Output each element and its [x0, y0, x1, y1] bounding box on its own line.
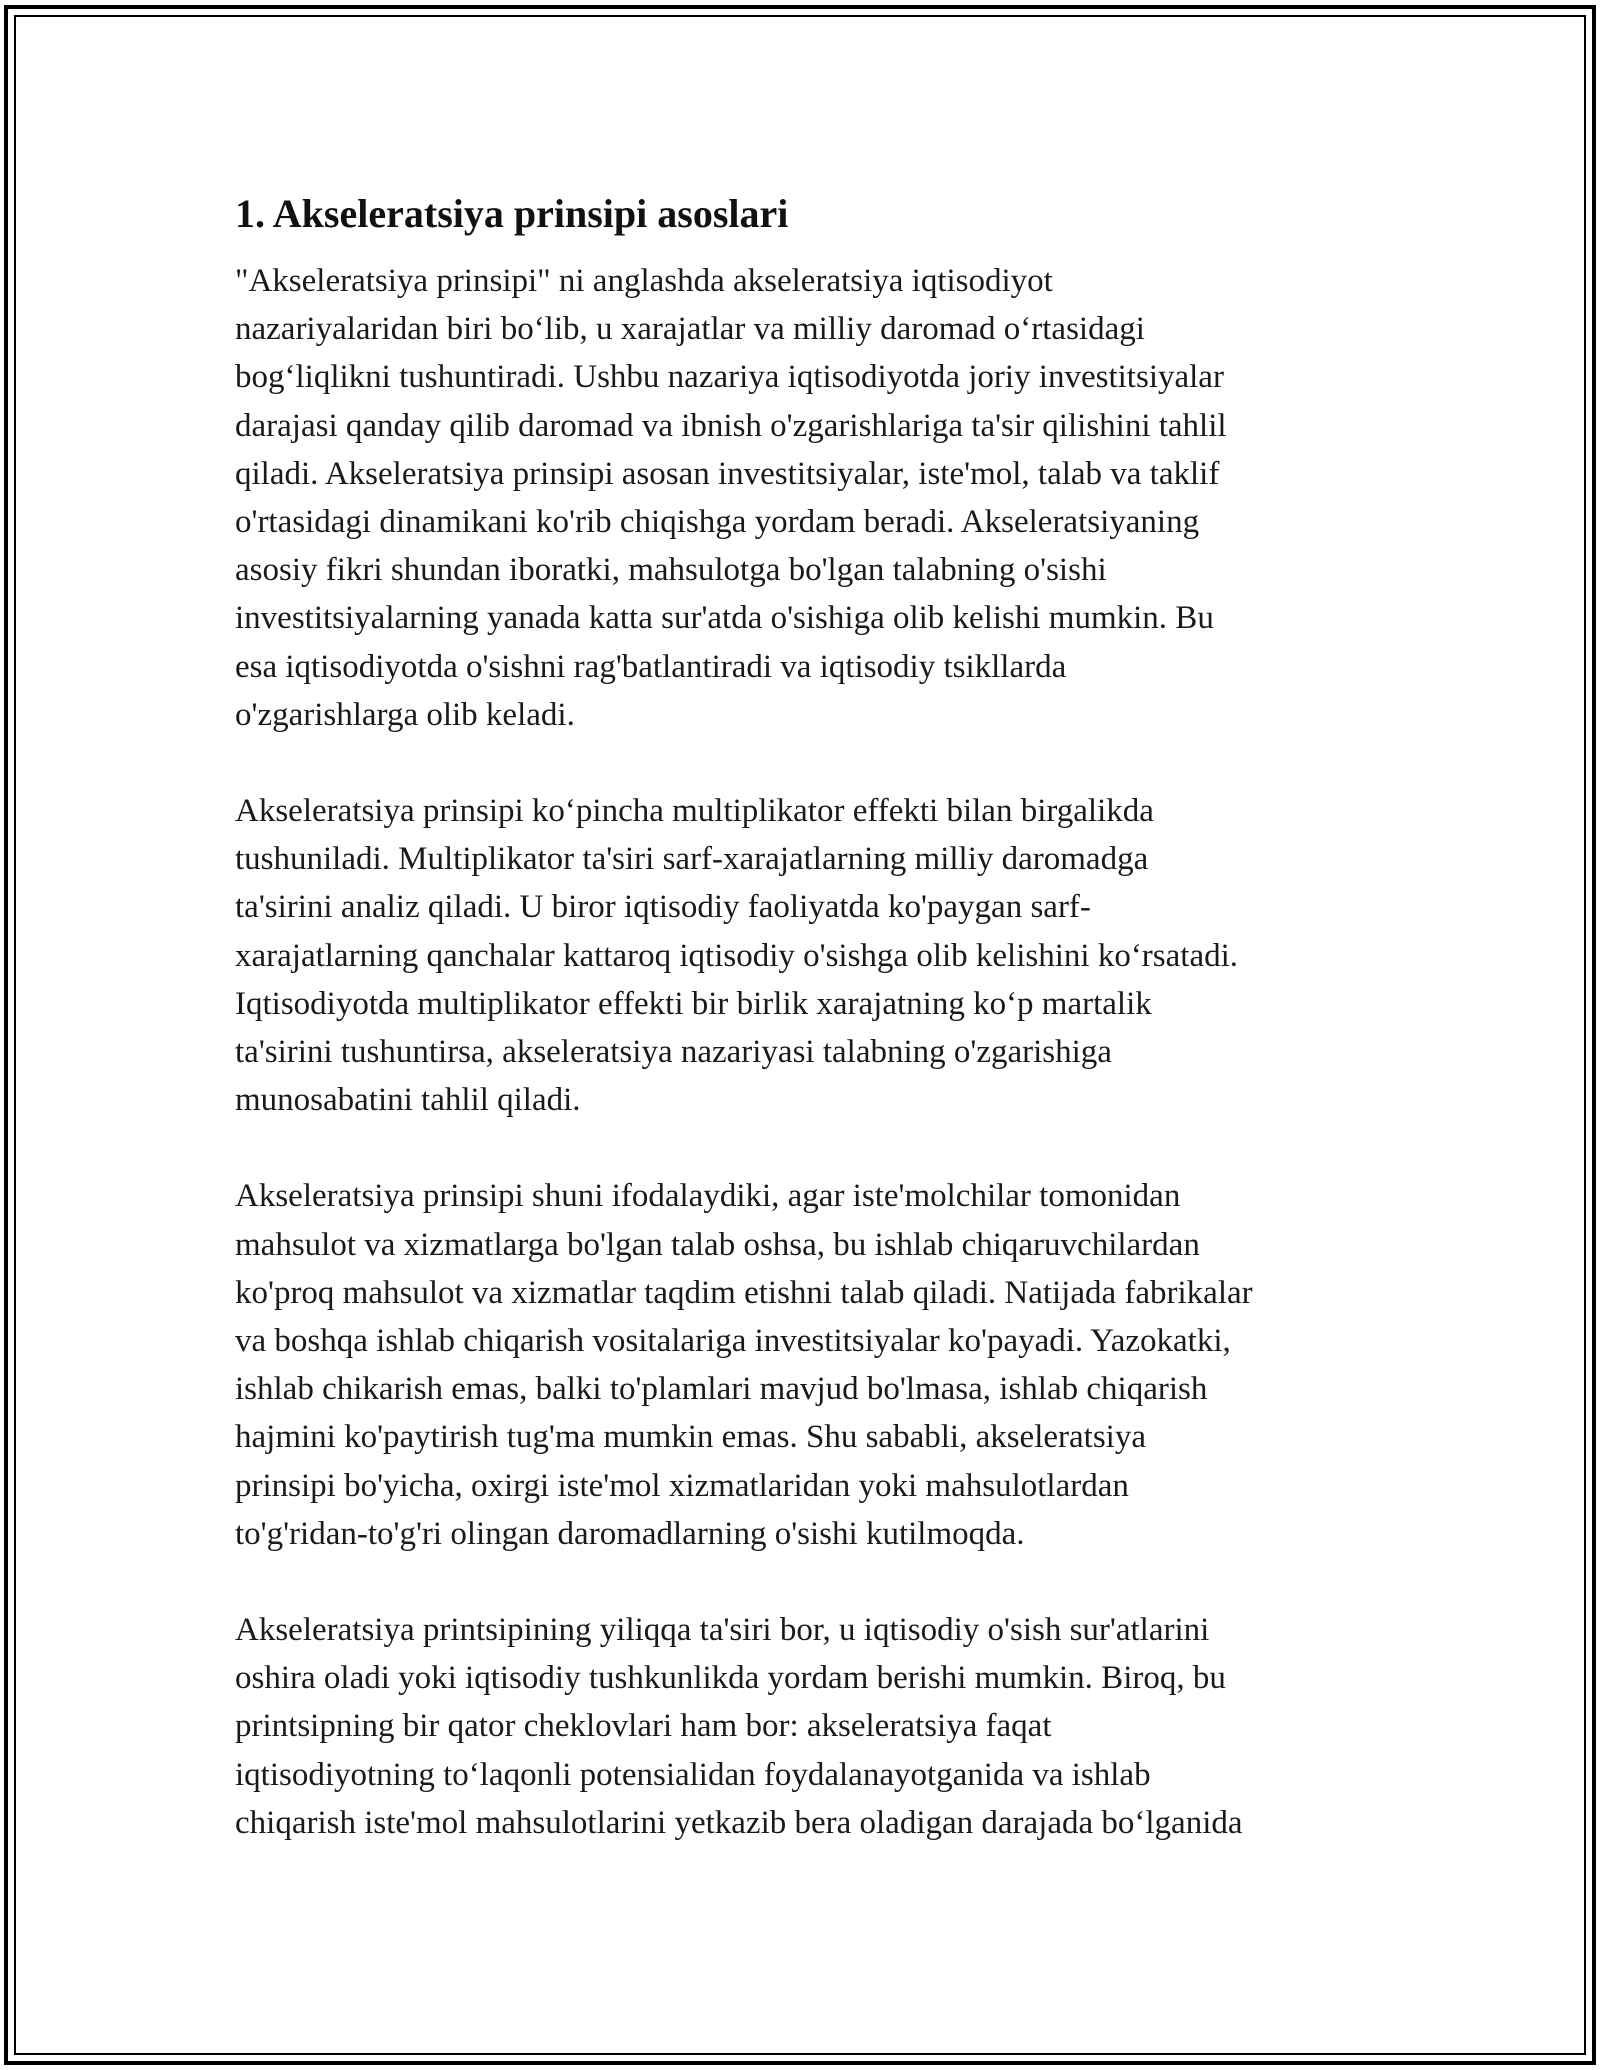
paragraph-line: munosabatini tahlil qiladi. — [235, 1082, 581, 1119]
section-heading: 1. Akseleratsiya prinsipi asoslari — [235, 191, 789, 236]
paragraph-line: ko'proq mahsulot va xizmatlar taqdim etishni talab qiladi. Natijada fabrikalar — [235, 1274, 1253, 1311]
paragraph-line: Akseleratsiya prinsipi shuni ifodalaydiki, agar iste'molchilar tomonidan — [235, 1178, 1181, 1215]
paragraph-line: hajmini ko'paytirish tug'ma mumkin emas. Shu sababli, akseleratsiya — [235, 1419, 1146, 1456]
paragraph-line: asosiy fikri shundan iboratki, mahsulotga bo'lgan talabning o'sishi — [235, 552, 1107, 589]
paragraph-line: Iqtisodiyotda multiplikator effekti bir birlik xarajatning ko‘p martalik — [235, 985, 1152, 1022]
paragraph-line: Akseleratsiya prinsipi ko‘pincha multiplikator effekti bilan birgalikda — [235, 793, 1154, 830]
paragraph-1 — [235, 257, 1375, 739]
paragraph-line: nazariyalaridan biri bo‘lib, u xarajatlar va milliy daromad o‘rtasidagi — [235, 311, 1145, 348]
paragraph-line: esa iqtisodiyotda o'sishni rag'batlantiradi va iqtisodiy tsikllarda — [235, 648, 1067, 685]
paragraph-line: oshira oladi yoki iqtisodiy tushkunlikda yordam berishi mumkin. Biroq, bu — [235, 1660, 1226, 1697]
paragraph-line: darajasi qanday qilib daromad va ibnish o'zgarishlariga ta'sir qilishini tahlil — [235, 407, 1227, 444]
paragraph-line: xarajatlarning qanchalar kattaroq iqtisodiy o'sishga olib kelishini ko‘rsatadi. — [235, 937, 1239, 974]
paragraph-line: qiladi. Akseleratsiya prinsipi asosan investitsiyalar, iste'mol, talab va taklif — [235, 455, 1220, 492]
paragraph-2 — [235, 787, 1375, 1124]
document-body — [235, 188, 1375, 1895]
paragraph-line: investitsiyalarning yanada katta sur'atda o'sishiga olib kelishi mumkin. Bu — [235, 600, 1214, 637]
paragraph-line: ta'sirini analiz qiladi. U biror iqtisodiy faoliyatda ko'paygan sarf- — [235, 889, 1091, 926]
paragraph-line: tushuniladi. Multiplikator ta'siri sarf-xarajatlarning milliy daromadga — [235, 841, 1149, 878]
paragraph-line: iqtisodiyotning to‘laqonli potensialidan foydalanayotganida va ishlab — [235, 1756, 1151, 1793]
paragraph-line: va boshqa ishlab chiqarish vositalariga investitsiyalar ko'payadi. Yazokatki, — [235, 1323, 1231, 1360]
paragraph-line: o'zgarishlarga olib keladi. — [235, 696, 575, 733]
paragraph-4 — [235, 1606, 1375, 1847]
paragraph-3 — [235, 1172, 1375, 1558]
paragraph-line: bog‘liqlikni tushuntiradi. Ushbu nazariya iqtisodiyotda joriy investitsiyalar — [235, 359, 1224, 396]
paragraph-line: to'g'ridan-to'g'ri olingan daromadlarning o'sishi kutilmoqda. — [235, 1515, 1025, 1552]
paragraph-line: o'rtasidagi dinamikani ko'rib chiqishga yordam beradi. Akseleratsiyaning — [235, 504, 1200, 541]
paragraph-line: "Akseleratsiya prinsipi" ni anglashda akseleratsiya iqtisodiyot — [235, 263, 1053, 299]
paragraph-line: chiqarish iste'mol mahsulotlarini yetkazib bera oladigan darajada bo‘lganida — [235, 1804, 1243, 1841]
paragraph-line: Akseleratsiya printsipining yiliqqa ta'siri bor, u iqtisodiy o'sish sur'atlarini — [235, 1612, 1210, 1649]
paragraph-line: mahsulot va xizmatlarga bo'lgan talab oshsa, bu ishlab chiqaruvchilardan — [235, 1226, 1200, 1263]
paragraph-line: printsipning bir qator cheklovlari ham bor: akseleratsiya faqat — [235, 1708, 1052, 1745]
paragraph-line: prinsipi bo'yicha, oxirgi iste'mol xizmatlaridan yoki mahsulotlardan — [235, 1467, 1129, 1504]
paragraph-line: ishlab chikarish emas, balki to'plamlari mavjud bo'lmasa, ishlab chiqarish — [235, 1371, 1208, 1408]
paragraph-line: ta'sirini tushuntirsa, akseleratsiya nazariyasi talabning o'zgarishiga — [235, 1034, 1112, 1071]
